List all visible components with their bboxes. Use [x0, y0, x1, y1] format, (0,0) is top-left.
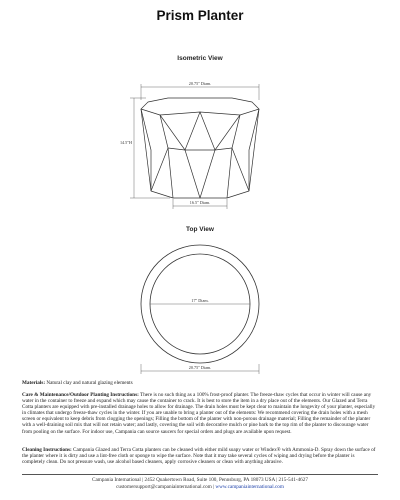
cleaning-label: Cleaning Instructions: — [22, 447, 72, 453]
footer-divider — [22, 474, 378, 475]
cleaning-paragraph — [22, 447, 378, 465]
facet-line — [168, 148, 232, 150]
care-text: There is no such thing as a 100% frost-proof planter. The freeze-thaw cycles that occur in winter will cause any water in the container to freeze and expand which may cause the container to crack. It is best to store the item in a dry place out of the elements. Our Glazed and Terra Cotta planters are equipped with pre-installed drainage holes to allow for drainage. The drain holes must be kept clear to maintain the longevity of your planter, especially in climates that undergo freeze-thaw cycles in the winter. If you are unable to bring a planter out of the elements: We recommend covering the drain holes with a mesh screen or equivalent to keep debris from clogging the openings; Filling the bottom of the planter with non-porous drainage material; Filling the remainder of the planter with a well-draining soil mix that will not retain water; and lastly, covering the soil with decorative mulch or pine bark to the top rim of the planter to discourage water from pooling on the surface. For indoor use, Campania can source saucers for special orders and plugs are available upon request. — [22, 392, 376, 435]
footer-email: customersupport@campaniainternational.com | — [116, 484, 216, 490]
isometric-planter-drawing — [141, 98, 259, 198]
facet-line — [151, 115, 168, 191]
facet-line — [227, 148, 232, 198]
top-width-dimension — [141, 84, 259, 100]
facet-line — [200, 112, 240, 150]
isometric-view-heading: Isometric View — [177, 55, 223, 62]
top-width-label: 20.75" Diam. — [188, 81, 212, 86]
base-width-label: 16.5" Diam. — [189, 200, 211, 205]
facet-line — [168, 148, 173, 198]
facet-line — [160, 112, 200, 150]
planter-outline — [141, 98, 259, 198]
inner-diameter-label: 17" Diam. — [191, 298, 209, 303]
facet-line — [232, 115, 249, 191]
materials-text: Natural clay and natural glazing elements — [45, 380, 133, 386]
materials-label: Materials: — [22, 380, 46, 386]
height-label: 14.5"H — [119, 140, 132, 145]
materials-paragraph — [22, 380, 378, 386]
page-title: Prism Planter — [156, 8, 244, 23]
care-label: Care & Maintenance/Outdoor Planting Instructions: — [22, 392, 139, 398]
outer-diameter-label: 20.75" Diam. — [188, 365, 212, 370]
care-paragraph — [22, 392, 378, 435]
facet-line — [185, 150, 215, 198]
footer-address: Campania International | 2452 Quakertown Road, Suite 100, Pennsburg, PA 18073 USA | 215-541-4627 — [92, 477, 308, 483]
top-view-heading: Top View — [186, 226, 214, 233]
footer-contact — [0, 484, 400, 490]
cleaning-text: Campania Glazed and Terra Cotta planters can be cleaned with either mild soapy water or Windex® with Ammonia-D. Spray down the surface of the planter where it is dirty and use a lint-free cloth or sponge to wipe the surface. Note that it may take several cycles of wiping and drying before the planter is completely clean. Do not pressure wash, use alcohol based cleaners, apply corrosive cleaners or clean with anything abrasive. — [22, 447, 376, 466]
website-link[interactable]: www.campaniainternational.com — [215, 484, 284, 490]
